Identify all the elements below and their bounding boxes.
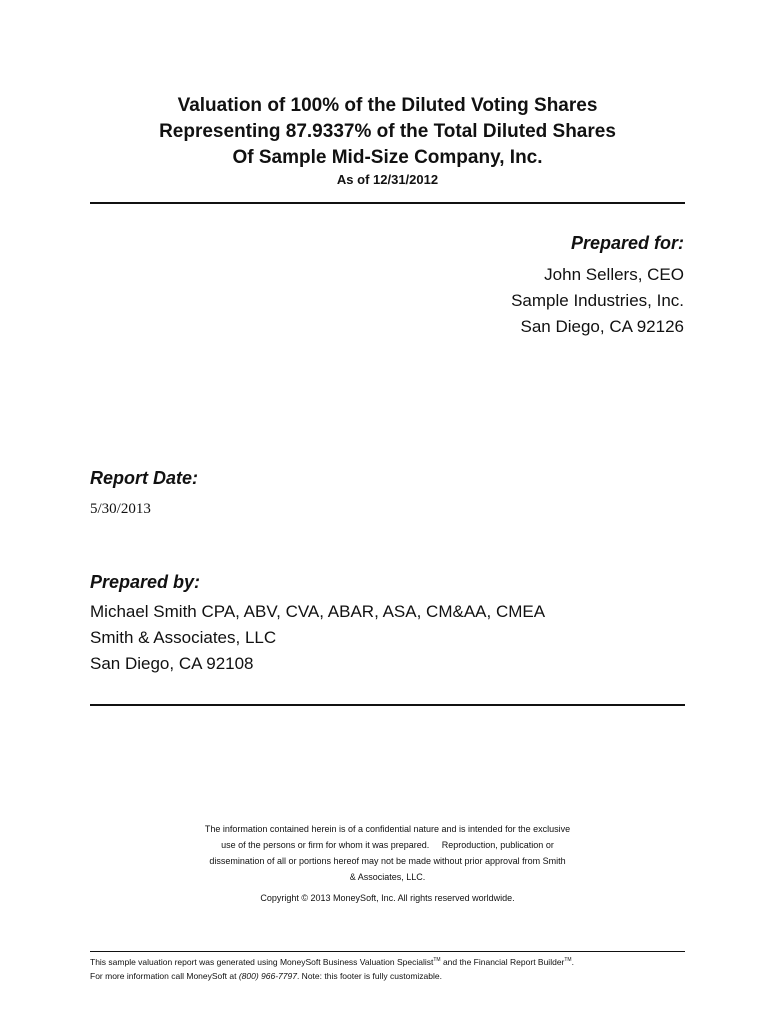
footer-line-2 [90,969,700,983]
prepared-for-heading: Prepared for: [570,233,684,253]
confidential-line-4: & Associates, LLC. [349,872,426,882]
confidentiality-notice [160,821,615,885]
prepared-by-section [90,569,545,677]
report-date-heading: Report Date: [90,468,199,488]
prepared-for-company: Sample Industries, Inc. [511,291,684,310]
report-date-value: 5/30/2013 [90,501,151,517]
top-divider [90,202,685,204]
trademark-mark: TM [433,957,441,963]
title-line-3: Of Sample Mid-Size Company, Inc. [232,147,543,168]
prepared-for-city: San Diego, CA 92126 [520,317,684,336]
copyright-notice: Copyright © 2013 MoneySoft, Inc. All rights reserved worldwide. [260,893,515,903]
footer-line-1 [90,953,700,969]
footer-phone: (800) 966-7797 [238,970,297,981]
prepared-for-address [511,262,684,340]
prepared-by-name: Michael Smith CPA, ABV, CVA, ABAR, ASA, CM&AA, CMEA [90,602,546,621]
prepared-by-address [90,599,545,677]
prepared-by-heading: Prepared by: [90,572,201,592]
report-date-section [90,465,198,519]
footer-text-d: For more information call MoneySoft at [90,970,239,981]
confidential-line-2: use of the persons or firm for whom it was prepared. Reproduction, publication or [221,840,554,850]
title-line-2: Representing 87.9337% of the Total Diluted Shares [159,121,616,142]
valuation-date: As of 12/31/2012 [336,172,439,187]
page-footer [90,953,700,983]
prepared-for-name: John Sellers, CEO [544,265,684,284]
report-title [90,93,685,189]
prepared-by-city: San Diego, CA 92108 [90,654,254,673]
trademark-mark: TM [564,957,572,963]
title-line-1: Valuation of 100% of the Diluted Voting Shares [177,95,598,116]
middle-divider [90,704,685,706]
prepared-for-section [511,230,684,340]
confidential-line-3: dissemination of all or portions hereof may not be made without prior approval from Smith [209,856,566,866]
footer-text-e: . Note: this footer is fully customizable. [296,970,442,981]
footer-divider [90,951,685,952]
footer-text-c: . [571,956,574,967]
footer-text-b: and the Financial Report Builder [440,956,565,967]
confidential-line-1: The information contained herein is of a confidential nature and is intended for the exclusive [204,824,571,834]
footer-text-a: This sample valuation report was generated using MoneySoft Business Valuation Specialist [90,956,434,967]
prepared-by-firm: Smith & Associates, LLC [90,628,277,647]
